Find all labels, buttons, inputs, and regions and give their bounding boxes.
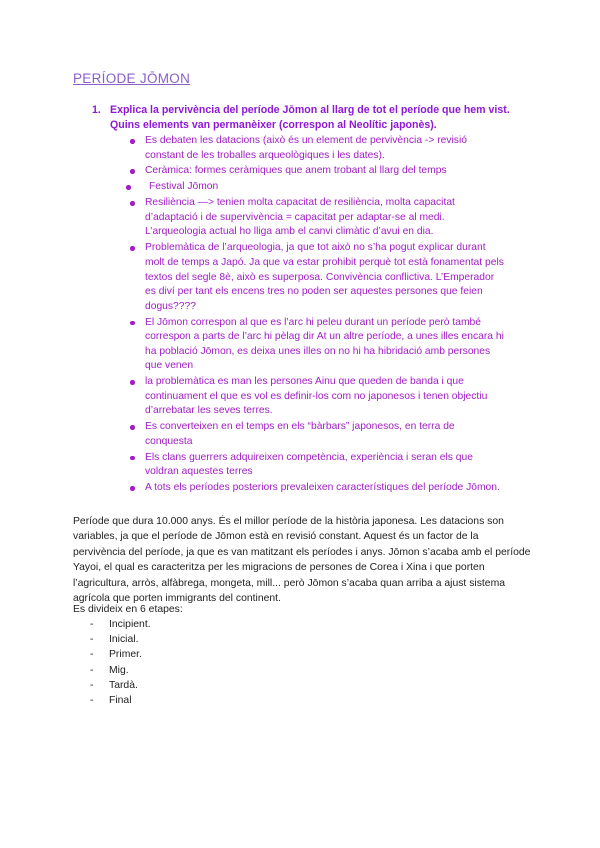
bullet-dot-icon bbox=[130, 321, 135, 326]
bullet-dot-icon bbox=[126, 185, 131, 190]
list-item: - Tardà. bbox=[90, 679, 138, 691]
stages-intro: Es divideix en 6 etapes: bbox=[73, 604, 183, 615]
bullet-dot-icon bbox=[130, 456, 135, 461]
list-item: Es debaten les datacions (això és un element de pervivència -> revisió constant de les troballes arqueològiques i les dates). bbox=[145, 134, 505, 163]
list-item: - Incipient. bbox=[90, 619, 151, 630]
bullet-dot-icon bbox=[130, 139, 135, 144]
list-item: - Primer. bbox=[90, 649, 142, 661]
list-item: la problemàtica es man les persones Ainu que queden de banda i que continuament el que es vol es definir-los com no japonesos i tenen objectiu d’arrebatar les seves terres. bbox=[145, 375, 505, 419]
bullet-dot-icon bbox=[130, 169, 135, 174]
list-item: Problemàtica de l’arqueologia, ja que tot això no s’ha pogut explicar durant molt de temps a Japó. Ja que va estar prohibit perquè tot està fonamentat pels textos del segle 8è, això es superposa. Convivència conflictiva. L’Emperador es diví per tant els encens tres no poden ser aquestes persones que feien dogus???? bbox=[145, 241, 505, 314]
bullet-dot-icon bbox=[130, 380, 135, 385]
list-item: Resiliència —> tenien molta capacitat de resiliència, molta capacitat d’adaptació i de supervivència = capacitat per adaptar-se al medi. L’arqueologia actual ho lliga amb el canvi climàtic d’avui en dia. bbox=[145, 196, 505, 240]
list-item: Es converteixen en el temps en els “bàrbars” japonesos, en terra de conquesta bbox=[145, 420, 505, 449]
list-item: Ceràmica: formes ceràmiques que anem trobant al llarg del temps bbox=[145, 164, 505, 179]
question-text: Explica la pervivència del període Jōmon al llarg de tot el període que hem vist. Quins elements van permanèixer (correspon al Neolític japonès). bbox=[110, 104, 510, 131]
bullet-dot-icon bbox=[130, 486, 135, 491]
list-item: - Final bbox=[90, 695, 132, 707]
list-item: - Mig. bbox=[90, 664, 129, 676]
body-paragraph: Període que dura 10.000 anys. És el millor període de la història japonesa. Les datacions son variables, ja que el període de Jōmon està en revisió constant. Aquest és un factor de la pervivència del període, ja que es van matitzant els períodes i anys. Jōmon s’acaba amb el període Yayoi, el qual es caracteritza per les migracions de persones de Corea i Xina i que porten l’agricultura, arròs, alfàbrega, mongeta, mill... però Jōmon s’acaba quan arriba a ajust sistema agrícola que porten immigrants del continent. bbox=[73, 516, 531, 605]
list-item: Els clans guerrers adquireixen competència, experiència i seran els que voldran aquestes terres bbox=[145, 451, 505, 480]
question-number: 1. bbox=[92, 104, 101, 116]
bullet-list bbox=[145, 134, 505, 497]
list-item: A tots els períodes posteriors prevaleixen característiques del període Jōmon. bbox=[145, 481, 505, 496]
page-title: PERÍODE JŌMON bbox=[73, 71, 191, 86]
list-item: - Inicial. bbox=[90, 634, 139, 646]
bullet-dot-icon bbox=[130, 425, 135, 430]
list-item: Festival Jōmon bbox=[145, 180, 505, 195]
bullet-dot-icon bbox=[130, 201, 135, 206]
stages-list bbox=[90, 617, 151, 708]
bullet-dot-icon bbox=[130, 246, 135, 251]
list-item: El Jōmon correspon al que es l’arc hi peleu durant un període però també correspon a parts de l’arc hi pèlag dir At un altre període, a unes illes encara hi ha població Jōmon, es deixa unes illes on no hi ha hibridació amb persones que venen bbox=[145, 316, 505, 374]
